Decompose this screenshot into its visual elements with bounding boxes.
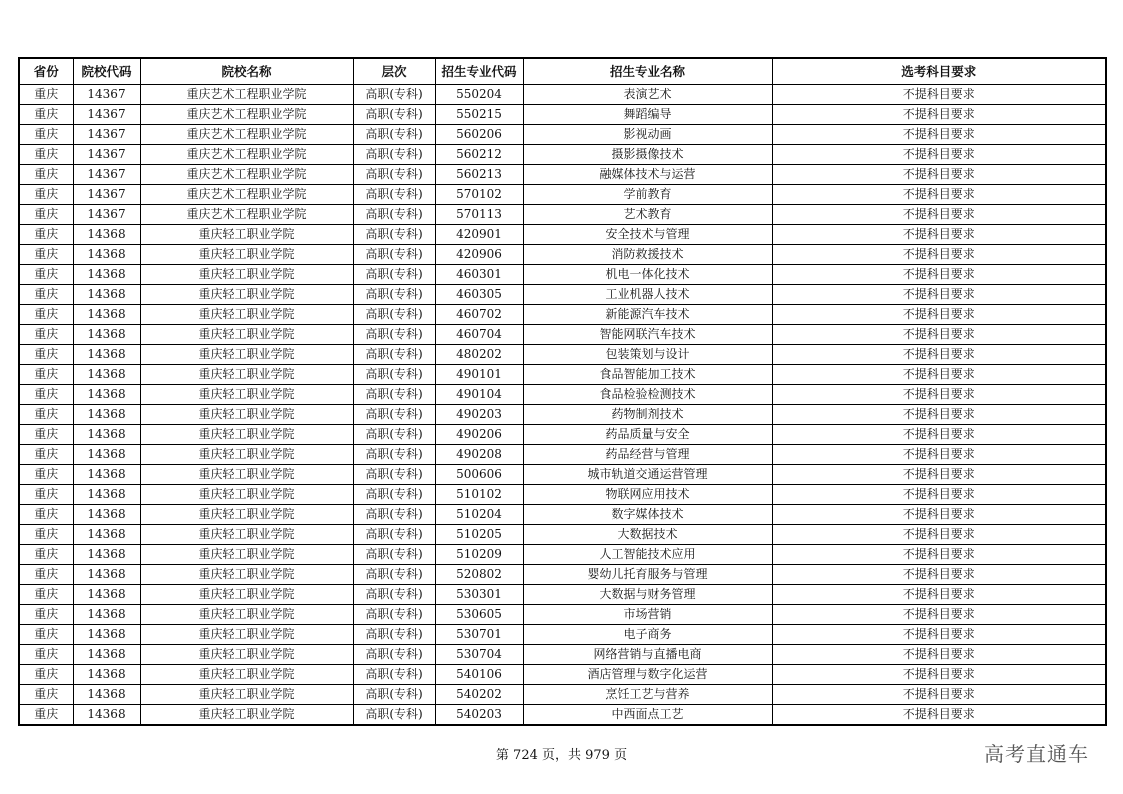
cell-province: 重庆 [19,645,73,665]
cell-province: 重庆 [19,545,73,565]
cell-major-name: 学前教育 [523,185,772,205]
table-row [19,165,1106,185]
cell-subject-requirement: 不提科目要求 [772,585,1106,605]
cell-major-code: 540106 [435,665,523,685]
cell-major-code: 490104 [435,385,523,405]
cell-major-name: 大数据与财务管理 [523,585,772,605]
cell-level: 高职(专科) [353,125,435,145]
cell-province: 重庆 [19,265,73,285]
cell-province: 重庆 [19,165,73,185]
cell-level: 高职(专科) [353,305,435,325]
cell-school-name: 重庆艺术工程职业学院 [140,105,353,125]
cell-level: 高职(专科) [353,625,435,645]
cell-subject-requirement: 不提科目要求 [772,465,1106,485]
cell-level: 高职(专科) [353,505,435,525]
cell-school-name: 重庆艺术工程职业学院 [140,85,353,105]
cell-school-name: 重庆轻工职业学院 [140,385,353,405]
cell-school-code: 14368 [73,305,140,325]
cell-school-name: 重庆轻工职业学院 [140,425,353,445]
table-row [19,365,1106,385]
cell-province: 重庆 [19,205,73,225]
table-row [19,465,1106,485]
cell-major-name: 包装策划与设计 [523,345,772,365]
cell-level: 高职(专科) [353,425,435,445]
table-row [19,145,1106,165]
cell-province: 重庆 [19,605,73,625]
cell-level: 高职(专科) [353,645,435,665]
table-row [19,265,1106,285]
cell-province: 重庆 [19,665,73,685]
cell-level: 高职(专科) [353,205,435,225]
cell-subject-requirement: 不提科目要求 [772,205,1106,225]
cell-province: 重庆 [19,505,73,525]
cell-school-name: 重庆艺术工程职业学院 [140,125,353,145]
cell-subject-requirement: 不提科目要求 [772,525,1106,545]
cell-major-code: 460305 [435,285,523,305]
cell-school-code: 14368 [73,445,140,465]
cell-school-name: 重庆轻工职业学院 [140,345,353,365]
cell-major-name: 烹饪工艺与营养 [523,685,772,705]
cell-level: 高职(专科) [353,345,435,365]
cell-province: 重庆 [19,225,73,245]
cell-province: 重庆 [19,305,73,325]
table-row [19,205,1106,225]
cell-major-name: 安全技术与管理 [523,225,772,245]
cell-school-name: 重庆轻工职业学院 [140,565,353,585]
cell-school-code: 14368 [73,405,140,425]
cell-school-name: 重庆轻工职业学院 [140,585,353,605]
cell-school-code: 14368 [73,665,140,685]
cell-province: 重庆 [19,585,73,605]
cell-level: 高职(专科) [353,265,435,285]
table-row [19,405,1106,425]
cell-major-code: 530701 [435,625,523,645]
cell-major-code: 570102 [435,185,523,205]
table-row [19,285,1106,305]
cell-province: 重庆 [19,565,73,585]
cell-major-code: 560213 [435,165,523,185]
cell-major-code: 530301 [435,585,523,605]
cell-major-code: 460704 [435,325,523,345]
cell-province: 重庆 [19,325,73,345]
table-row [19,485,1106,505]
cell-major-name: 融媒体技术与运营 [523,165,772,185]
cell-school-name: 重庆轻工职业学院 [140,305,353,325]
cell-province: 重庆 [19,125,73,145]
cell-school-name: 重庆轻工职业学院 [140,505,353,525]
cell-province: 重庆 [19,145,73,165]
table-row [19,565,1106,585]
cell-major-code: 540203 [435,705,523,726]
cell-major-name: 艺术教育 [523,205,772,225]
cell-school-name: 重庆轻工职业学院 [140,245,353,265]
table-row [19,605,1106,625]
cell-major-name: 婴幼儿托育服务与管理 [523,565,772,585]
cell-subject-requirement: 不提科目要求 [772,105,1106,125]
cell-major-code: 490206 [435,425,523,445]
table-row [19,125,1106,145]
cell-school-code: 14368 [73,485,140,505]
cell-subject-requirement: 不提科目要求 [772,685,1106,705]
cell-subject-requirement: 不提科目要求 [772,645,1106,665]
cell-level: 高职(专科) [353,685,435,705]
cell-school-code: 14368 [73,605,140,625]
table-row [19,425,1106,445]
cell-school-code: 14368 [73,625,140,645]
header-subject-requirement: 选考科目要求 [772,58,1106,85]
cell-major-code: 420906 [435,245,523,265]
cell-school-name: 重庆轻工职业学院 [140,665,353,685]
cell-school-code: 14368 [73,685,140,705]
watermark-logo: 高考直通车 [984,742,1089,766]
cell-school-code: 14368 [73,545,140,565]
cell-major-code: 570113 [435,205,523,225]
cell-province: 重庆 [19,365,73,385]
cell-school-code: 14367 [73,185,140,205]
cell-school-code: 14368 [73,225,140,245]
cell-school-name: 重庆轻工职业学院 [140,405,353,425]
cell-subject-requirement: 不提科目要求 [772,265,1106,285]
cell-province: 重庆 [19,485,73,505]
table-row [19,385,1106,405]
cell-province: 重庆 [19,445,73,465]
cell-subject-requirement: 不提科目要求 [772,345,1106,365]
cell-level: 高职(专科) [353,165,435,185]
cell-major-name: 网络营销与直播电商 [523,645,772,665]
cell-school-name: 重庆轻工职业学院 [140,705,353,726]
cell-level: 高职(专科) [353,665,435,685]
cell-major-name: 电子商务 [523,625,772,645]
cell-major-code: 540202 [435,685,523,705]
cell-major-name: 药物制剂技术 [523,405,772,425]
cell-subject-requirement: 不提科目要求 [772,505,1106,525]
cell-school-code: 14367 [73,105,140,125]
cell-province: 重庆 [19,185,73,205]
cell-level: 高职(专科) [353,145,435,165]
cell-level: 高职(专科) [353,225,435,245]
cell-school-code: 14368 [73,285,140,305]
cell-school-name: 重庆轻工职业学院 [140,465,353,485]
cell-level: 高职(专科) [353,85,435,105]
cell-subject-requirement: 不提科目要求 [772,445,1106,465]
cell-level: 高职(专科) [353,445,435,465]
cell-school-name: 重庆轻工职业学院 [140,225,353,245]
header-school-code: 院校代码 [73,58,140,85]
cell-major-name: 影视动画 [523,125,772,145]
cell-major-code: 550204 [435,85,523,105]
cell-school-name: 重庆轻工职业学院 [140,325,353,345]
cell-school-name: 重庆轻工职业学院 [140,445,353,465]
page-number: 第 724 页，共 979 页 [495,748,628,763]
cell-province: 重庆 [19,285,73,305]
header-level: 层次 [353,58,435,85]
cell-school-name: 重庆轻工职业学院 [140,265,353,285]
cell-major-name: 市场营销 [523,605,772,625]
cell-subject-requirement: 不提科目要求 [772,485,1106,505]
cell-school-name: 重庆轻工职业学院 [140,605,353,625]
cell-school-code: 14368 [73,425,140,445]
header-major-name: 招生专业名称 [523,58,772,85]
cell-subject-requirement: 不提科目要求 [772,625,1106,645]
cell-major-name: 表演艺术 [523,85,772,105]
cell-subject-requirement: 不提科目要求 [772,145,1106,165]
cell-school-code: 14368 [73,365,140,385]
cell-major-name: 人工智能技术应用 [523,545,772,565]
cell-major-code: 460702 [435,305,523,325]
cell-major-code: 530704 [435,645,523,665]
cell-school-code: 14367 [73,205,140,225]
cell-school-code: 14368 [73,585,140,605]
table-row [19,325,1106,345]
cell-major-code: 480202 [435,345,523,365]
cell-subject-requirement: 不提科目要求 [772,185,1106,205]
table-header-row [19,58,1106,85]
cell-major-code: 560206 [435,125,523,145]
cell-subject-requirement: 不提科目要求 [772,665,1106,685]
cell-school-code: 14368 [73,325,140,345]
table-row [19,545,1106,565]
cell-subject-requirement: 不提科目要求 [772,705,1106,726]
cell-major-name: 酒店管理与数字化运营 [523,665,772,685]
cell-subject-requirement: 不提科目要求 [772,565,1106,585]
cell-subject-requirement: 不提科目要求 [772,405,1106,425]
cell-subject-requirement: 不提科目要求 [772,165,1106,185]
cell-major-code: 530605 [435,605,523,625]
cell-school-code: 14368 [73,385,140,405]
table-row [19,505,1106,525]
cell-major-name: 药品质量与安全 [523,425,772,445]
cell-province: 重庆 [19,385,73,405]
cell-level: 高职(专科) [353,365,435,385]
cell-subject-requirement: 不提科目要求 [772,545,1106,565]
cell-major-code: 560212 [435,145,523,165]
cell-major-name: 中西面点工艺 [523,705,772,726]
table-row [19,665,1106,685]
table-row [19,445,1106,465]
cell-major-name: 新能源汽车技术 [523,305,772,325]
table-row [19,225,1106,245]
table-row [19,245,1106,265]
cell-subject-requirement: 不提科目要求 [772,305,1106,325]
cell-school-code: 14368 [73,705,140,726]
cell-level: 高职(专科) [353,545,435,565]
cell-school-name: 重庆轻工职业学院 [140,365,353,385]
cell-level: 高职(专科) [353,525,435,545]
cell-school-name: 重庆轻工职业学院 [140,545,353,565]
cell-level: 高职(专科) [353,285,435,305]
cell-major-name: 舞蹈编导 [523,105,772,125]
table-row [19,705,1106,726]
cell-province: 重庆 [19,105,73,125]
cell-subject-requirement: 不提科目要求 [772,285,1106,305]
cell-school-code: 14368 [73,505,140,525]
cell-subject-requirement: 不提科目要求 [772,425,1106,445]
cell-major-name: 消防救援技术 [523,245,772,265]
cell-province: 重庆 [19,625,73,645]
cell-province: 重庆 [19,405,73,425]
table-row [19,105,1106,125]
cell-major-code: 550215 [435,105,523,125]
cell-level: 高职(专科) [353,585,435,605]
cell-school-name: 重庆轻工职业学院 [140,285,353,305]
cell-level: 高职(专科) [353,245,435,265]
table-row [19,525,1106,545]
cell-province: 重庆 [19,525,73,545]
cell-subject-requirement: 不提科目要求 [772,605,1106,625]
cell-level: 高职(专科) [353,325,435,345]
cell-school-name: 重庆轻工职业学院 [140,485,353,505]
cell-subject-requirement: 不提科目要求 [772,385,1106,405]
header-major-code: 招生专业代码 [435,58,523,85]
cell-major-name: 数字媒体技术 [523,505,772,525]
cell-school-code: 14368 [73,645,140,665]
cell-school-code: 14368 [73,245,140,265]
cell-school-code: 14368 [73,525,140,545]
cell-province: 重庆 [19,345,73,365]
cell-province: 重庆 [19,705,73,726]
cell-level: 高职(专科) [353,405,435,425]
cell-level: 高职(专科) [353,105,435,125]
cell-school-name: 重庆轻工职业学院 [140,645,353,665]
cell-school-name: 重庆轻工职业学院 [140,685,353,705]
cell-major-code: 500606 [435,465,523,485]
cell-major-code: 510209 [435,545,523,565]
cell-school-code: 14367 [73,85,140,105]
cell-subject-requirement: 不提科目要求 [772,365,1106,385]
cell-major-name: 摄影摄像技术 [523,145,772,165]
cell-school-code: 14367 [73,165,140,185]
cell-major-name: 机电一体化技术 [523,265,772,285]
header-school-name: 院校名称 [140,58,353,85]
cell-major-name: 物联网应用技术 [523,485,772,505]
admission-table [18,57,1107,726]
cell-major-name: 食品智能加工技术 [523,365,772,385]
cell-level: 高职(专科) [353,565,435,585]
cell-major-name: 大数据技术 [523,525,772,545]
cell-major-code: 420901 [435,225,523,245]
header-province: 省份 [19,58,73,85]
cell-major-name: 食品检验检测技术 [523,385,772,405]
cell-subject-requirement: 不提科目要求 [772,85,1106,105]
cell-level: 高职(专科) [353,705,435,726]
cell-school-name: 重庆艺术工程职业学院 [140,165,353,185]
cell-major-code: 520802 [435,565,523,585]
cell-level: 高职(专科) [353,605,435,625]
cell-subject-requirement: 不提科目要求 [772,325,1106,345]
cell-school-code: 14367 [73,125,140,145]
cell-major-code: 510205 [435,525,523,545]
cell-major-code: 490101 [435,365,523,385]
cell-province: 重庆 [19,245,73,265]
table-row [19,85,1106,105]
cell-school-name: 重庆艺术工程职业学院 [140,185,353,205]
cell-province: 重庆 [19,685,73,705]
cell-school-name: 重庆艺术工程职业学院 [140,205,353,225]
cell-level: 高职(专科) [353,185,435,205]
cell-level: 高职(专科) [353,465,435,485]
cell-school-code: 14368 [73,265,140,285]
cell-school-code: 14368 [73,465,140,485]
cell-major-name: 工业机器人技术 [523,285,772,305]
cell-major-code: 460301 [435,265,523,285]
cell-major-code: 490208 [435,445,523,465]
cell-major-code: 510204 [435,505,523,525]
cell-major-code: 490203 [435,405,523,425]
table-row [19,585,1106,605]
table-row [19,685,1106,705]
table-body [19,85,1106,726]
cell-province: 重庆 [19,465,73,485]
table-row [19,625,1106,645]
cell-province: 重庆 [19,85,73,105]
cell-school-name: 重庆轻工职业学院 [140,525,353,545]
cell-major-code: 510102 [435,485,523,505]
cell-level: 高职(专科) [353,385,435,405]
cell-major-name: 药品经营与管理 [523,445,772,465]
cell-subject-requirement: 不提科目要求 [772,225,1106,245]
cell-level: 高职(专科) [353,485,435,505]
table-row [19,345,1106,365]
table-row [19,305,1106,325]
cell-school-name: 重庆艺术工程职业学院 [140,145,353,165]
table-row [19,185,1106,205]
table-row [19,645,1106,665]
cell-subject-requirement: 不提科目要求 [772,125,1106,145]
cell-subject-requirement: 不提科目要求 [772,245,1106,265]
cell-school-name: 重庆轻工职业学院 [140,625,353,645]
cell-school-code: 14368 [73,345,140,365]
cell-school-code: 14368 [73,565,140,585]
cell-province: 重庆 [19,425,73,445]
cell-school-code: 14367 [73,145,140,165]
cell-major-name: 城市轨道交通运营管理 [523,465,772,485]
cell-major-name: 智能网联汽车技术 [523,325,772,345]
